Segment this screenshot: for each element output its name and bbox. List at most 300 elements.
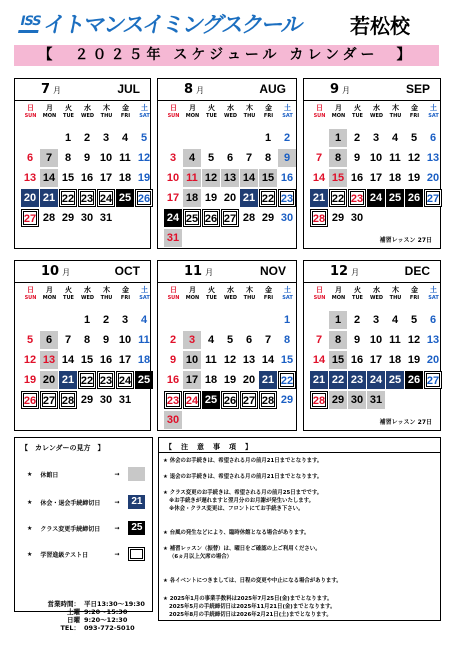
day-cell: 26 bbox=[21, 391, 39, 409]
day-cell: 13 bbox=[221, 169, 239, 187]
day-cell: 27 bbox=[424, 189, 442, 207]
weekday-label: 金 FRI bbox=[263, 104, 274, 119]
day-cell: 3 bbox=[183, 331, 201, 349]
day-cell: 16 bbox=[350, 172, 364, 184]
hours-key: 日曜 bbox=[67, 616, 80, 624]
day-cell: 27 bbox=[240, 391, 258, 409]
notes-divider bbox=[159, 452, 440, 453]
day-cell: 8 bbox=[264, 152, 272, 164]
note-item: ★ 退会のお手続きは、希望される月の前月21日までとなります。 bbox=[163, 474, 323, 480]
day-cell: 21 bbox=[310, 371, 328, 389]
day-cell: 18 bbox=[388, 354, 402, 366]
note-subtext: ※休会・クラス変更は、フロントにてお手続き下さい。 bbox=[169, 506, 304, 512]
day-cell: 9 bbox=[102, 334, 110, 346]
day-cell: 9 bbox=[353, 152, 361, 164]
day-cell: 8 bbox=[329, 331, 347, 349]
day-cell: 18 bbox=[183, 189, 201, 207]
hours-row bbox=[36, 616, 145, 624]
day-cell: 25 bbox=[386, 371, 404, 389]
day-cell: 8 bbox=[64, 152, 72, 164]
month-header bbox=[15, 261, 150, 283]
day-cell: 31 bbox=[99, 212, 113, 224]
weekday-label: 水 WED bbox=[80, 104, 95, 119]
star-icon: ★ bbox=[27, 498, 33, 506]
day-cell: 22 bbox=[329, 189, 347, 207]
month-oct bbox=[14, 260, 151, 431]
day-cell: 2 bbox=[353, 314, 361, 326]
day-cell: 16 bbox=[350, 354, 364, 366]
day-cell: 27 bbox=[21, 209, 39, 227]
weekday-label: 木 THU bbox=[389, 104, 402, 119]
month-suffix: 月 bbox=[53, 86, 62, 95]
weekday-label: 金 FRI bbox=[409, 104, 420, 119]
day-cell: 30 bbox=[350, 212, 364, 224]
day-grid bbox=[164, 311, 297, 431]
day-cell: 18 bbox=[388, 172, 402, 184]
day-cell: 29 bbox=[329, 391, 347, 409]
weekday-label: 日 SUN bbox=[167, 104, 180, 119]
weekday-label: 土 SAT bbox=[139, 286, 150, 301]
weekday-label: 日 SUN bbox=[313, 104, 326, 119]
day-cell: 21 bbox=[259, 371, 277, 389]
weekday-label: 月 MON bbox=[185, 286, 200, 301]
note-item: ★ 各イベントにつきましては、日程の変更や中止になる場合があります。 bbox=[163, 578, 342, 584]
note-item: ★ 2025年1月の事業手数料は2025年7月25日(金)までとなります。 bbox=[163, 596, 333, 602]
day-cell: 11 bbox=[119, 152, 131, 164]
weekday-label: 土 SAT bbox=[139, 104, 150, 119]
day-cell: 23 bbox=[97, 371, 115, 389]
weekday-label: 木 THU bbox=[100, 104, 113, 119]
day-cell: 6 bbox=[40, 331, 58, 349]
day-cell: 27 bbox=[40, 391, 58, 409]
day-cell: 21 bbox=[40, 189, 58, 207]
weekday-label: 水 WED bbox=[223, 286, 238, 301]
weekday-label: 金 FRI bbox=[120, 286, 131, 301]
day-cell: 23 bbox=[348, 371, 366, 389]
business-hours bbox=[36, 600, 145, 632]
day-cell: 21 bbox=[59, 371, 77, 389]
weekday-label: 土 SAT bbox=[428, 104, 439, 119]
day-cell: 30 bbox=[280, 212, 294, 224]
day-cell: 7 bbox=[64, 334, 72, 346]
day-cell: 4 bbox=[207, 334, 215, 346]
arrow-icon: → bbox=[114, 498, 120, 506]
day-grid bbox=[310, 311, 443, 411]
day-cell: 3 bbox=[169, 152, 177, 164]
weekday-label: 水 WED bbox=[369, 104, 384, 119]
month-header bbox=[304, 261, 440, 283]
logo-mark: ISS bbox=[18, 14, 42, 33]
day-cell: 5 bbox=[140, 132, 148, 144]
day-cell: 14 bbox=[312, 172, 326, 184]
hours-key: 営業時間： bbox=[47, 600, 80, 608]
star-icon: ★ bbox=[27, 550, 33, 558]
legend-title: 【 カレンダーの見方 】 bbox=[21, 444, 105, 452]
day-cell: 17 bbox=[166, 192, 180, 204]
month-english: AUG bbox=[259, 82, 286, 96]
day-cell: 19 bbox=[23, 374, 37, 386]
day-cell: 17 bbox=[369, 172, 383, 184]
note-subtext: 2025年8月の手続締切日は2026年2月21日(土)までとなります。 bbox=[169, 612, 332, 618]
day-cell: 12 bbox=[137, 152, 151, 164]
branch-name: 若松校 bbox=[350, 14, 410, 38]
month-suffix: 月 bbox=[62, 268, 71, 277]
day-cell: 3 bbox=[372, 132, 380, 144]
day-cell: 10 bbox=[183, 351, 201, 369]
notes-box bbox=[158, 437, 441, 621]
day-cell: 24 bbox=[367, 189, 385, 207]
page-title: 【 ２０２５年 スケジュール カレンダー 】 bbox=[14, 45, 439, 66]
arrow-icon: → bbox=[114, 524, 120, 532]
legend-item bbox=[27, 547, 145, 561]
day-cell: 10 bbox=[118, 334, 132, 346]
weekday-label: 金 FRI bbox=[409, 286, 420, 301]
day-cell: 9 bbox=[278, 149, 296, 167]
day-cell: 23 bbox=[78, 189, 96, 207]
day-cell: 15 bbox=[329, 351, 347, 369]
makeup-lesson-note: 補習レッスン 27日 bbox=[379, 237, 432, 244]
star-icon: ★ bbox=[27, 524, 33, 532]
day-cell: 30 bbox=[164, 411, 182, 429]
day-cell: 10 bbox=[369, 334, 383, 346]
legend-box bbox=[14, 437, 153, 612]
day-cell: 27 bbox=[424, 371, 442, 389]
day-grid bbox=[21, 311, 154, 411]
weekday-label: 水 WED bbox=[369, 286, 384, 301]
weekday-label: 月 MON bbox=[331, 104, 346, 119]
day-cell: 20 bbox=[426, 354, 440, 366]
day-cell: 20 bbox=[242, 374, 256, 386]
legend-label: 休会・退会手続締切日 bbox=[40, 499, 101, 507]
weekday-header bbox=[21, 104, 154, 120]
month-number: 10 月 bbox=[41, 264, 71, 279]
day-cell: 6 bbox=[26, 152, 34, 164]
day-cell: 24 bbox=[183, 391, 201, 409]
day-cell: 14 bbox=[261, 354, 275, 366]
day-cell: 20 bbox=[21, 189, 39, 207]
day-cell: 24 bbox=[97, 189, 115, 207]
day-cell: 17 bbox=[369, 354, 383, 366]
weekday-label: 火 TUE bbox=[63, 104, 74, 119]
day-cell: 10 bbox=[99, 152, 113, 164]
day-cell: 11 bbox=[205, 354, 217, 366]
day-cell: 9 bbox=[83, 152, 91, 164]
day-cell: 7 bbox=[315, 152, 323, 164]
day-cell: 12 bbox=[407, 152, 421, 164]
weekday-label: 火 TUE bbox=[206, 286, 217, 301]
day-cell: 3 bbox=[372, 314, 380, 326]
day-cell: 5 bbox=[207, 152, 215, 164]
month-header bbox=[304, 79, 440, 101]
legend-swatch: 25 bbox=[128, 521, 145, 535]
day-cell: 12 bbox=[407, 334, 421, 346]
weekday-header bbox=[310, 286, 443, 302]
day-cell: 30 bbox=[80, 212, 94, 224]
day-cell: 1 bbox=[329, 129, 347, 147]
weekday-header bbox=[164, 286, 297, 302]
weekday-header bbox=[310, 104, 443, 120]
day-grid bbox=[310, 129, 443, 229]
day-cell: 22 bbox=[59, 189, 77, 207]
day-cell: 28 bbox=[42, 212, 56, 224]
weekday-label: 木 THU bbox=[389, 286, 402, 301]
day-cell: 1 bbox=[283, 314, 291, 326]
day-cell: 28 bbox=[259, 391, 277, 409]
day-cell: 11 bbox=[389, 152, 401, 164]
day-cell: 25 bbox=[202, 391, 220, 409]
month-number: 11 月 bbox=[184, 264, 214, 279]
day-cell: 4 bbox=[140, 314, 148, 326]
month-number: 8 月 bbox=[184, 82, 205, 97]
day-cell: 14 bbox=[40, 169, 58, 187]
day-cell: 15 bbox=[61, 172, 75, 184]
weekday-label: 水 WED bbox=[80, 286, 95, 301]
day-cell: 13 bbox=[23, 172, 37, 184]
weekday-label: 木 THU bbox=[243, 286, 256, 301]
day-cell: 18 bbox=[118, 172, 132, 184]
month-english: OCT bbox=[114, 264, 140, 278]
month-sep bbox=[303, 78, 441, 249]
star-icon: ★ bbox=[27, 470, 33, 478]
hours-value: 平日13:30〜19:30 bbox=[84, 600, 145, 608]
weekday-header bbox=[21, 286, 154, 302]
day-cell: 22 bbox=[278, 371, 296, 389]
day-grid bbox=[164, 129, 297, 249]
day-cell: 3 bbox=[121, 314, 129, 326]
weekday-label: 日 SUN bbox=[167, 286, 180, 301]
day-cell: 1 bbox=[64, 132, 72, 144]
arrow-icon: → bbox=[114, 550, 120, 558]
weekday-label: 火 TUE bbox=[206, 104, 217, 119]
note-item: ★ 補習レッスン（振替）は、曜日をご確認の上ご利用ください。 bbox=[163, 546, 321, 552]
day-cell: 16 bbox=[80, 172, 94, 184]
hours-value: 093-772-5010 bbox=[84, 624, 135, 632]
month-english: DEC bbox=[404, 264, 430, 278]
weekday-label: 日 SUN bbox=[24, 104, 37, 119]
day-cell: 14 bbox=[61, 354, 75, 366]
month-aug bbox=[157, 78, 297, 249]
day-cell: 26 bbox=[405, 189, 423, 207]
day-cell: 7 bbox=[264, 334, 272, 346]
month-number: 12 月 bbox=[330, 264, 360, 279]
weekday-label: 日 SUN bbox=[313, 286, 326, 301]
month-number: 9 月 bbox=[330, 82, 351, 97]
hours-row bbox=[36, 624, 145, 632]
day-cell: 30 bbox=[348, 391, 366, 409]
day-cell: 31 bbox=[367, 391, 385, 409]
day-cell: 19 bbox=[407, 172, 421, 184]
legend-item bbox=[27, 495, 145, 509]
day-cell: 20 bbox=[223, 192, 237, 204]
day-cell: 2 bbox=[283, 132, 291, 144]
day-cell: 28 bbox=[310, 209, 328, 227]
day-cell: 16 bbox=[166, 374, 180, 386]
month-header bbox=[158, 261, 296, 283]
day-cell: 18 bbox=[137, 354, 151, 366]
arrow-icon: → bbox=[114, 470, 120, 478]
school-logo bbox=[20, 8, 302, 39]
month-suffix: 月 bbox=[342, 86, 351, 95]
day-cell: 17 bbox=[183, 371, 201, 389]
day-cell: 25 bbox=[135, 371, 153, 389]
month-nov bbox=[157, 260, 297, 431]
month-english: NOV bbox=[259, 264, 286, 278]
day-cell: 10 bbox=[166, 172, 180, 184]
day-cell: 11 bbox=[183, 169, 201, 187]
day-cell: 23 bbox=[164, 391, 182, 409]
day-cell: 4 bbox=[391, 314, 399, 326]
day-cell: 7 bbox=[315, 334, 323, 346]
day-cell: 6 bbox=[429, 132, 437, 144]
day-cell: 1 bbox=[83, 314, 91, 326]
day-cell: 21 bbox=[310, 189, 328, 207]
day-cell: 26 bbox=[202, 209, 220, 227]
weekday-label: 日 SUN bbox=[24, 286, 37, 301]
makeup-lesson-note: 補習レッスン 27日 bbox=[379, 419, 432, 426]
weekday-label: 土 SAT bbox=[282, 104, 293, 119]
day-cell: 15 bbox=[80, 354, 94, 366]
day-cell: 29 bbox=[331, 212, 345, 224]
note-item: ★ 台風の発生などにより、臨時休館となる場合があります。 bbox=[163, 530, 310, 536]
day-cell: 24 bbox=[367, 371, 385, 389]
day-cell: 16 bbox=[280, 172, 294, 184]
day-cell: 22 bbox=[259, 189, 277, 207]
day-cell: 13 bbox=[40, 351, 58, 369]
day-cell: 5 bbox=[410, 132, 418, 144]
note-subtext: 2025年5月の手続締切日は2025年11月21日(金)までとなります。 bbox=[169, 604, 336, 610]
day-grid bbox=[21, 129, 154, 229]
weekday-label: 土 SAT bbox=[282, 286, 293, 301]
legend-swatch bbox=[128, 547, 145, 561]
note-subtext: （6ヵ月以上欠席の場合） bbox=[169, 554, 233, 560]
notes-title: 【 注 意 事 項 】 bbox=[165, 443, 253, 451]
day-cell: 26 bbox=[135, 189, 153, 207]
legend-label: 学習進級テスト日 bbox=[40, 551, 89, 559]
day-cell: 29 bbox=[61, 212, 75, 224]
legend-label: 休館日 bbox=[40, 471, 59, 479]
logo-name: イトマンスイミングスクール bbox=[41, 13, 304, 38]
day-cell: 19 bbox=[223, 374, 237, 386]
day-cell: 16 bbox=[99, 354, 113, 366]
day-cell: 6 bbox=[429, 314, 437, 326]
legend-item bbox=[27, 467, 145, 481]
day-cell: 4 bbox=[121, 132, 129, 144]
month-suffix: 月 bbox=[205, 268, 214, 277]
day-cell: 25 bbox=[183, 209, 201, 227]
day-cell: 10 bbox=[369, 152, 383, 164]
day-cell: 28 bbox=[242, 212, 256, 224]
month-suffix: 月 bbox=[196, 86, 205, 95]
hours-key: 土曜 bbox=[67, 608, 80, 616]
weekday-label: 火 TUE bbox=[352, 104, 363, 119]
weekday-label: 月 MON bbox=[42, 286, 57, 301]
day-cell: 20 bbox=[40, 371, 58, 389]
day-cell: 2 bbox=[353, 132, 361, 144]
weekday-label: 火 TUE bbox=[352, 286, 363, 301]
weekday-label: 水 WED bbox=[223, 104, 238, 119]
day-cell: 9 bbox=[169, 354, 177, 366]
day-cell: 15 bbox=[280, 354, 294, 366]
day-cell: 5 bbox=[26, 334, 34, 346]
day-cell: 14 bbox=[312, 354, 326, 366]
day-cell: 19 bbox=[407, 354, 421, 366]
weekday-label: 金 FRI bbox=[120, 104, 131, 119]
day-cell: 11 bbox=[389, 334, 401, 346]
weekday-label: 金 FRI bbox=[263, 286, 274, 301]
day-cell: 17 bbox=[99, 172, 113, 184]
day-cell: 15 bbox=[259, 169, 277, 187]
day-cell: 24 bbox=[164, 209, 182, 227]
hours-row bbox=[36, 608, 145, 616]
day-cell: 15 bbox=[329, 169, 347, 187]
header bbox=[0, 0, 456, 44]
weekday-label: 木 THU bbox=[100, 286, 113, 301]
day-cell: 19 bbox=[204, 192, 218, 204]
legend-swatch bbox=[128, 467, 145, 481]
day-cell: 30 bbox=[99, 394, 113, 406]
day-cell: 24 bbox=[116, 371, 134, 389]
day-cell: 13 bbox=[242, 354, 256, 366]
weekday-label: 月 MON bbox=[185, 104, 200, 119]
day-cell: 1 bbox=[329, 311, 347, 329]
month-english: SEP bbox=[405, 82, 430, 96]
day-cell: 7 bbox=[40, 149, 58, 167]
day-cell: 28 bbox=[310, 391, 328, 409]
legend-item bbox=[27, 521, 145, 535]
hours-key: TEL： bbox=[60, 624, 80, 632]
day-cell: 5 bbox=[410, 314, 418, 326]
day-cell: 2 bbox=[169, 334, 177, 346]
month-header bbox=[15, 79, 150, 101]
day-cell: 27 bbox=[221, 209, 239, 227]
day-cell: 6 bbox=[226, 152, 234, 164]
day-cell: 22 bbox=[329, 371, 347, 389]
weekday-header bbox=[164, 104, 297, 120]
hours-value: 9:20〜12:30 bbox=[84, 616, 128, 624]
day-cell: 2 bbox=[102, 314, 110, 326]
month-header bbox=[158, 79, 296, 101]
day-cell: 31 bbox=[164, 229, 182, 247]
day-cell: 4 bbox=[391, 132, 399, 144]
day-cell: 20 bbox=[426, 172, 440, 184]
day-cell: 17 bbox=[118, 354, 132, 366]
day-cell: 1 bbox=[264, 132, 272, 144]
day-cell: 19 bbox=[137, 172, 151, 184]
month-english: JUL bbox=[117, 82, 140, 96]
day-cell: 14 bbox=[240, 169, 258, 187]
day-cell: 29 bbox=[280, 394, 294, 406]
day-cell: 3 bbox=[102, 132, 110, 144]
day-cell: 29 bbox=[80, 394, 94, 406]
month-number: 7 月 bbox=[41, 82, 62, 97]
day-cell: 6 bbox=[245, 334, 253, 346]
hours-row bbox=[36, 600, 145, 608]
weekday-label: 土 SAT bbox=[428, 286, 439, 301]
day-cell: 29 bbox=[261, 212, 275, 224]
weekday-label: 月 MON bbox=[331, 286, 346, 301]
day-cell: 13 bbox=[426, 152, 440, 164]
hours-value: 9:20〜15:30 bbox=[84, 608, 128, 616]
day-cell: 9 bbox=[353, 334, 361, 346]
day-cell: 8 bbox=[283, 334, 291, 346]
day-cell: 12 bbox=[23, 354, 37, 366]
note-item: ★ 休会のお手続きは、希望される月の前月21日までとなります。 bbox=[163, 458, 323, 464]
month-jul bbox=[14, 78, 151, 249]
day-cell: 13 bbox=[426, 334, 440, 346]
day-cell: 4 bbox=[183, 149, 201, 167]
day-cell: 28 bbox=[59, 391, 77, 409]
day-cell: 2 bbox=[83, 132, 91, 144]
